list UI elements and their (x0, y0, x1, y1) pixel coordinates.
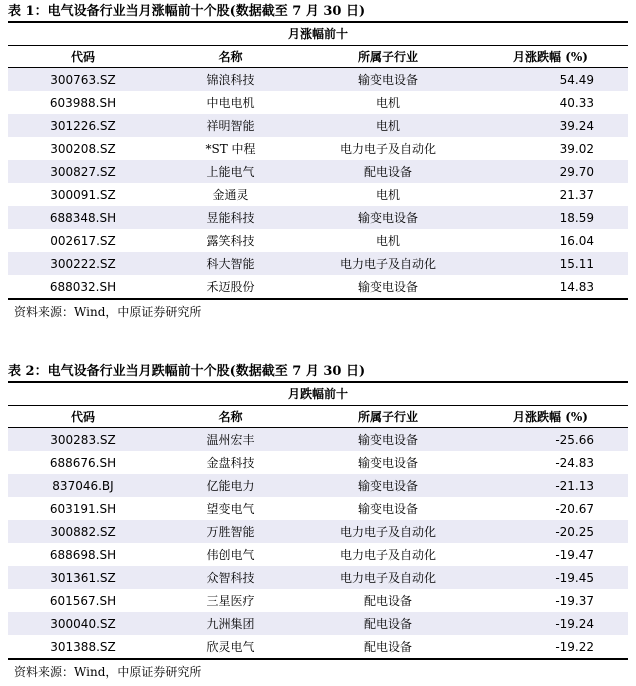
sub-industry-cell: 输变电设备 (357, 502, 418, 516)
stock-name-cell: 中电电机 (206, 96, 255, 110)
table-row (8, 612, 628, 635)
stock-name-cell: 欣灵电气 (206, 640, 255, 654)
table2-body (8, 428, 628, 659)
sub-industry-cell: 配电设备 (363, 594, 412, 608)
column-header-code: 代码 (8, 46, 158, 68)
table-row (8, 206, 628, 229)
sub-industry-cell: 配电设备 (303, 612, 473, 635)
column-header-industry: 所属子行业 (303, 46, 473, 68)
monthly-change-cell: 39.24 (473, 114, 628, 137)
stock-code-cell: 603191.SH (49, 501, 117, 516)
table-row (8, 497, 628, 520)
monthly-change-cell: -19.24 (473, 612, 628, 635)
table2-block (8, 363, 628, 684)
stock-name-cell: 望变电气 (206, 502, 255, 516)
table2 (8, 406, 628, 658)
table2-subheader: 月跌幅前十 (287, 387, 348, 401)
monthly-change-cell: -24.83 (555, 455, 594, 470)
sub-industry-cell: 电力电子及自动化 (303, 566, 473, 589)
table2-caption: 表 2：电气设备行业当月跌幅前十个股(数据截至 7 月 30 日) (8, 364, 366, 379)
stock-code-cell: 301388.SZ (50, 639, 116, 654)
stock-code-cell: 300283.SZ (8, 428, 158, 452)
stock-name-cell: 上能电气 (158, 160, 303, 183)
table1-source: 资料来源：Wind，中原证券研究所 (8, 298, 628, 324)
monthly-change-cell: 14.83 (559, 279, 594, 294)
stock-code-cell: 301226.SZ (8, 114, 158, 137)
sub-industry-cell: 输变电设备 (303, 68, 473, 92)
monthly-change-cell: 54.49 (473, 68, 628, 92)
table1-header-row (8, 46, 628, 68)
sub-industry-cell: 电力电子及自动化 (303, 252, 473, 275)
sub-industry-cell: 输变电设备 (303, 474, 473, 497)
monthly-change-cell: -20.67 (555, 501, 594, 516)
monthly-change-cell: 21.37 (559, 187, 594, 202)
stock-name-cell: 万胜智能 (158, 520, 303, 543)
stock-code-cell: 300882.SZ (8, 520, 158, 543)
table-row (8, 229, 628, 252)
monthly-change-cell: 18.59 (473, 206, 628, 229)
table-row (8, 114, 628, 137)
sub-industry-cell: 电机 (375, 234, 400, 248)
sub-industry-cell: 电机 (375, 188, 400, 202)
table-row (8, 566, 628, 589)
sub-industry-cell: 输变电设备 (303, 428, 473, 452)
stock-name-cell: *ST 中程 (205, 142, 256, 156)
monthly-change-cell: 40.33 (559, 95, 594, 110)
table1 (8, 46, 628, 298)
stock-name-cell: 九洲集团 (158, 612, 303, 635)
sub-industry-cell: 电力电子及自动化 (303, 520, 473, 543)
column-header-industry: 所属子行业 (303, 406, 473, 428)
table-row (8, 252, 628, 275)
stock-code-cell: 837046.BJ (8, 474, 158, 497)
table2-header-row (8, 406, 628, 428)
stock-code-cell: 688348.SH (8, 206, 158, 229)
monthly-change-cell: -19.47 (555, 547, 594, 562)
table1-body (8, 68, 628, 299)
sub-industry-cell: 输变电设备 (303, 206, 473, 229)
stock-name-cell: 三星医疗 (206, 594, 255, 608)
stock-code-cell: 300222.SZ (8, 252, 158, 275)
sub-industry-cell: 电机 (303, 114, 473, 137)
column-header-change: 月涨跌幅 (%) (473, 46, 628, 68)
stock-name-cell: 伟创电气 (206, 548, 255, 562)
stock-name-cell: 众智科技 (158, 566, 303, 589)
monthly-change-cell: -19.45 (473, 566, 628, 589)
table1-caption: 表 1：电气设备行业当月涨幅前十个股(数据截至 7 月 30 日) (8, 4, 366, 19)
table-row (8, 451, 628, 474)
table-row (8, 635, 628, 658)
stock-code-cell: 300208.SZ (50, 141, 116, 156)
monthly-change-cell: -20.25 (473, 520, 628, 543)
table-row (8, 91, 628, 114)
sub-industry-cell: 电力电子及自动化 (339, 548, 436, 562)
stock-code-cell: 688698.SH (49, 547, 117, 562)
stock-code-cell: 603988.SH (49, 95, 117, 110)
monthly-change-cell: 29.70 (473, 160, 628, 183)
monthly-change-cell: -19.22 (555, 639, 594, 654)
column-header-name: 名称 (158, 46, 303, 68)
column-header-name: 名称 (158, 406, 303, 428)
monthly-change-cell: 16.04 (559, 233, 594, 248)
table-row (8, 275, 628, 298)
table-row (8, 520, 628, 543)
monthly-change-cell: 39.02 (559, 141, 594, 156)
table-row (8, 183, 628, 206)
sub-industry-cell: 配电设备 (303, 160, 473, 183)
table1-subheader: 月涨幅前十 (287, 27, 348, 41)
table-row (8, 589, 628, 612)
table-row (8, 68, 628, 92)
stock-name-cell: 金通灵 (212, 188, 249, 202)
stock-name-cell: 昱能科技 (158, 206, 303, 229)
stock-name-cell: 禾迈股份 (206, 280, 255, 294)
stock-name-cell: 科大智能 (158, 252, 303, 275)
table-row (8, 428, 628, 452)
monthly-change-cell: 15.11 (473, 252, 628, 275)
stock-name-cell: 亿能电力 (158, 474, 303, 497)
stock-name-cell: 金盘科技 (206, 456, 255, 470)
column-header-change: 月涨跌幅 (%) (473, 406, 628, 428)
stock-code-cell: 301361.SZ (8, 566, 158, 589)
table-row (8, 474, 628, 497)
stock-code-cell: 688676.SH (49, 455, 117, 470)
monthly-change-cell: -25.66 (473, 428, 628, 452)
stock-name-cell: 露笑科技 (206, 234, 255, 248)
stock-code-cell: 300827.SZ (8, 160, 158, 183)
sub-industry-cell: 输变电设备 (357, 456, 418, 470)
table2-source: 资料来源：Wind，中原证券研究所 (8, 658, 628, 684)
sub-industry-cell: 配电设备 (363, 640, 412, 654)
table-row (8, 160, 628, 183)
stock-code-cell: 688032.SH (49, 279, 117, 294)
stock-code-cell: 300763.SZ (8, 68, 158, 92)
sub-industry-cell: 电力电子及自动化 (339, 142, 436, 156)
table-row (8, 543, 628, 566)
stock-name-cell: 温州宏丰 (158, 428, 303, 452)
table-row (8, 137, 628, 160)
table1-block (8, 3, 628, 324)
stock-name-cell: 锦浪科技 (158, 68, 303, 92)
monthly-change-cell: -21.13 (473, 474, 628, 497)
monthly-change-cell: -19.37 (555, 593, 594, 608)
stock-name-cell: 祥明智能 (158, 114, 303, 137)
stock-code-cell: 002617.SZ (50, 233, 116, 248)
stock-code-cell: 300091.SZ (50, 187, 116, 202)
column-header-code: 代码 (8, 406, 158, 428)
stock-code-cell: 300040.SZ (8, 612, 158, 635)
sub-industry-cell: 电机 (375, 96, 400, 110)
sub-industry-cell: 输变电设备 (357, 280, 418, 294)
stock-code-cell: 601567.SH (49, 593, 117, 608)
